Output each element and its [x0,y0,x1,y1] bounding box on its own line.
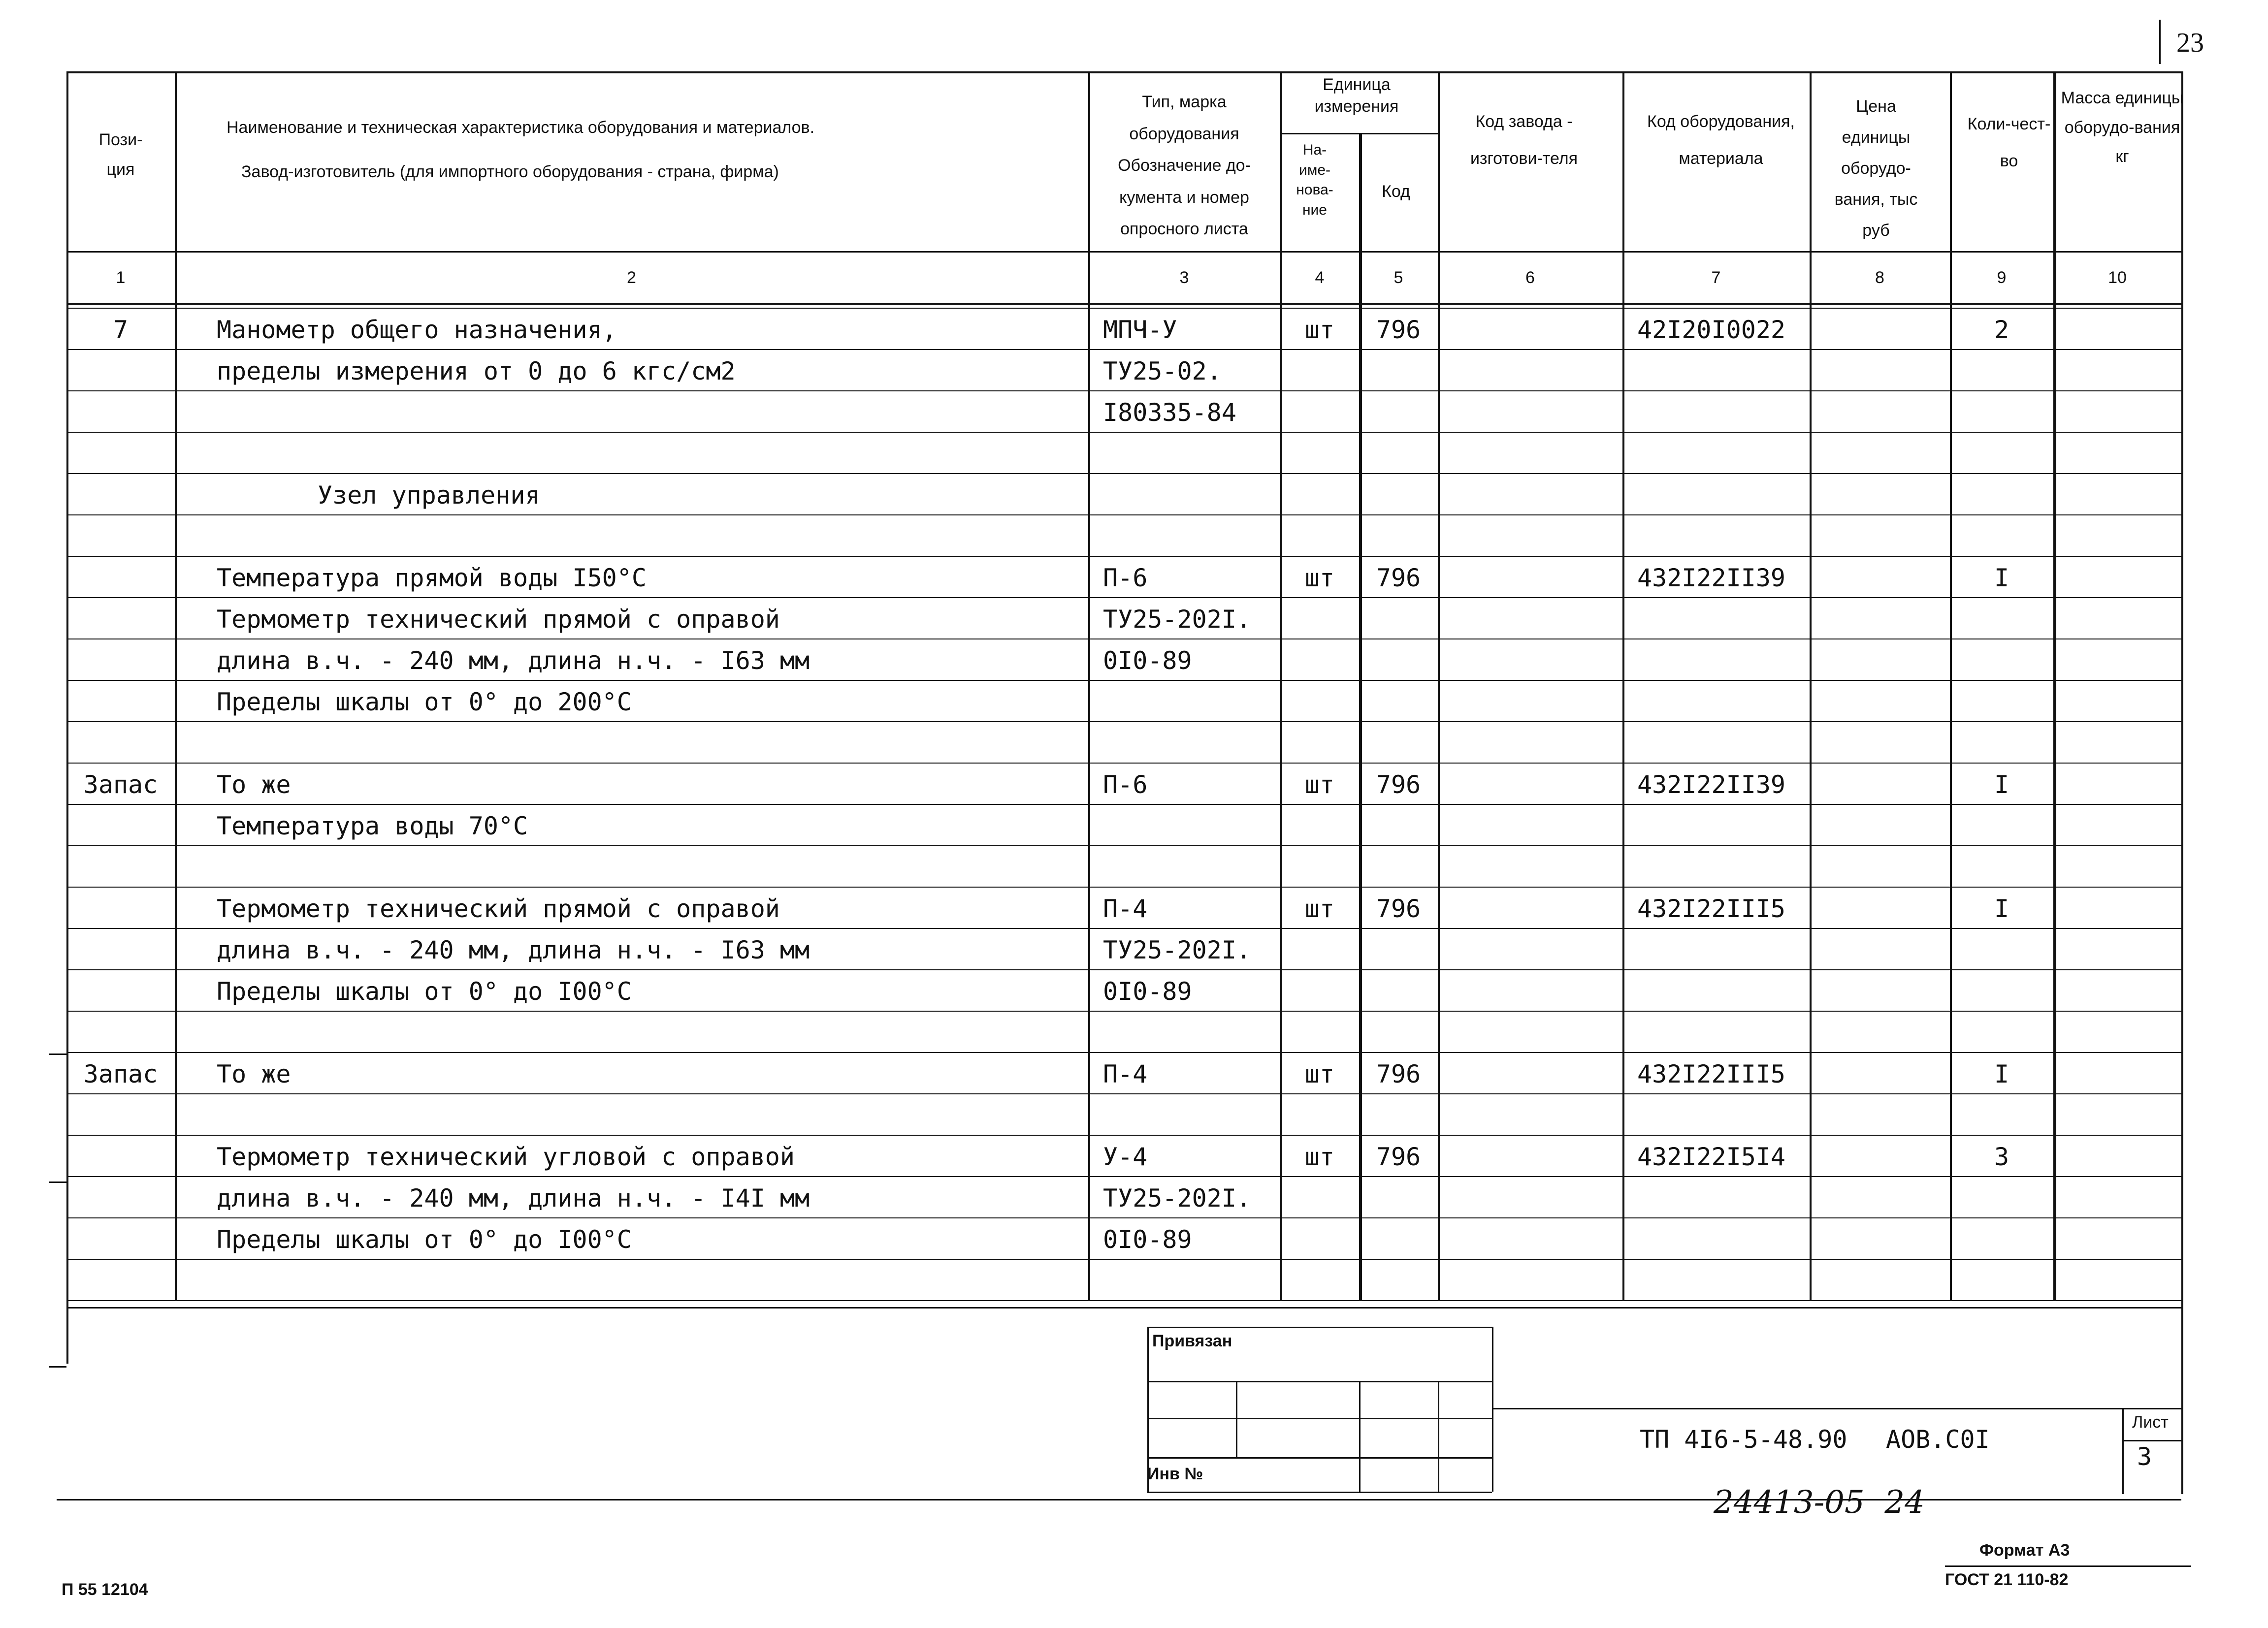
header-quantity: Коли-чест-во [1967,115,2051,170]
row-unit-code: 796 [1376,770,1421,799]
row-type: ТУ25-202I. [1103,936,1252,964]
header-unit-code: Код [1382,182,1410,201]
row-unit-code: 796 [1376,894,1421,923]
row-name: Пределы шкалы от 0° до 200°С [217,688,632,716]
row-name: Манометр общего назначения, [217,316,617,344]
format-rule [1945,1565,2191,1567]
row-name: длина в.ч. - 240 мм, длина н.ч. - I63 мм [217,936,810,964]
stamp-col [1359,1381,1361,1492]
row-divider [66,804,2181,805]
row-position: Запас [83,770,158,799]
row-name: Термометр технический прямой с оправой [217,894,780,923]
row-name: То же [217,1060,291,1088]
row-name: Термометр технический угловой с оправой [217,1143,795,1171]
column-number: 4 [1315,268,1325,287]
row-divider [66,556,2181,557]
column-number: 8 [1875,268,1884,287]
row-material-code: 432I22I5I4 [1637,1143,1786,1171]
row-divider [66,1093,2181,1094]
row-type: У-4 [1103,1143,1148,1171]
row-material-code: 432I22III5 [1637,894,1786,923]
sheet-label: Лист [2132,1413,2169,1432]
row-divider [66,1217,2181,1218]
row-unit-code: 796 [1376,564,1421,592]
row-name: Пределы шкалы от 0° до I00°С [217,977,632,1006]
row-quantity: I [1994,1060,2009,1088]
row-divider [66,928,2181,929]
row-divider [66,308,2181,309]
header-plant-code: Код завода - изготови-теля [1470,112,1578,168]
column-number: 3 [1179,268,1189,287]
row-quantity: 2 [1994,316,2009,344]
row-name: То же [217,770,291,799]
row-type: 0I0-89 [1103,977,1192,1006]
row-name: длина в.ч. - 240 мм, длина н.ч. - I4I мм [217,1184,810,1213]
row-divider [66,969,2181,970]
row-material-code: 432I22II39 [1637,770,1786,799]
row-name: Температура воды 70°С [217,812,528,840]
header-price: Цена единицы оборудо-вания, тыс руб [1834,97,1918,240]
column-number: 6 [1525,268,1535,287]
row-name: длина в.ч. - 240 мм, длина н.ч. - I63 мм [217,646,810,675]
column-divider [2053,71,2056,1300]
header-unit-group: Единица измерения [1314,75,1399,116]
column-number: 2 [627,268,636,287]
row-name: Узел управления [318,481,540,510]
row-divider [66,638,2181,639]
row-divider [66,473,2181,474]
header-position: Пози- ция [98,130,143,179]
row-divider [66,1300,2181,1301]
format-label: Формат А3 [1979,1541,2070,1560]
column-number: 7 [1711,268,1721,287]
row-divider [66,1135,2181,1136]
row-divider [66,1259,2181,1260]
header-unit-name: На-име-нова-ние [1296,142,1333,218]
row-position: 7 [113,316,129,344]
row-quantity: I [1994,770,2009,799]
row-divider [66,887,2181,888]
header-name-line2: Завод-изготовитель (для импортного оборудования - страна, фирма) [241,162,779,181]
column-divider [1810,71,1812,1300]
row-divider [66,845,2181,846]
row-divider [66,390,2181,391]
row-name: Температура прямой воды I50°С [217,564,647,592]
stamp-inv: Инв № [1147,1465,1203,1483]
row-name: пределы измерения от 0 до 6 кгс/см2 [217,357,736,385]
stamp-top [1147,1327,1492,1328]
body-bottom-border [66,1307,2181,1309]
row-divider [66,1052,2181,1053]
row-type: П-4 [1103,894,1148,923]
column-number: 9 [1997,268,2007,287]
row-name: Пределы шкалы от 0° до I00°С [217,1225,632,1254]
header-mass: Масса единицы оборудо-вания кг [2061,89,2184,166]
gost-label: ГОСТ 21 110-82 [1945,1570,2069,1589]
row-material-code: 42I20I0022 [1637,316,1786,344]
margin-tick [49,1366,66,1368]
row-divider [66,680,2181,681]
row-unit: шт [1304,1143,1335,1171]
row-type: П-6 [1103,770,1148,799]
row-type: П-6 [1103,564,1148,592]
row-unit-code: 796 [1376,1060,1421,1088]
stamp-bottom [1147,1492,1492,1493]
row-unit: шт [1304,894,1335,923]
row-name: Термометр технический прямой с оправой [217,605,780,634]
column-divider [1088,71,1090,1300]
numbers-bottom-border [66,303,2181,305]
header-material-code: Код оборудования, материала [1647,112,1795,168]
row-type: П-4 [1103,1060,1148,1088]
row-divider [66,1176,2181,1177]
right-border [2181,71,2183,1494]
row-unit: шт [1304,1060,1335,1088]
column-divider [1280,71,1282,1300]
row-divider [66,597,2181,598]
top-right-rule [2159,20,2161,64]
doc-code: ТП 4I6-5-48.90 [1640,1425,1847,1454]
header-type: Тип, марка оборудования Обозначение до-кумента и номер опросного листа [1118,93,1251,239]
row-unit: шт [1304,564,1335,592]
sheet-number: 3 [2137,1442,2152,1471]
stamp-privyazan: Привязан [1152,1332,1232,1350]
header-name-line1: Наименование и техническая характеристика оборудования и материалов. [227,118,815,137]
stamp-line [1147,1457,1492,1459]
handwritten-number: 24413-05 24 [1714,1484,1925,1521]
margin-tick [49,1053,66,1055]
row-position: Запас [83,1060,158,1088]
stamp-line [1147,1418,1492,1419]
row-unit: шт [1304,316,1335,344]
column-divider [1950,71,1952,1300]
row-unit-code: 796 [1376,1143,1421,1171]
row-type: ТУ25-02. [1103,357,1222,385]
row-divider [66,1011,2181,1012]
row-quantity: I [1994,894,2009,923]
column-divider [1438,71,1440,1300]
row-type: ТУ25-202I. [1103,605,1252,634]
table-top-border [66,71,2181,73]
row-type: 0I0-89 [1103,1225,1192,1254]
column-divider [175,71,177,1300]
stamp-line [1147,1381,1492,1382]
row-material-code: 432I22II39 [1637,564,1786,592]
header-bottom-border [66,251,2181,253]
row-type: 0I0-89 [1103,646,1192,675]
row-divider [66,721,2181,722]
row-divider [66,432,2181,433]
sheet-box-divider [2122,1440,2181,1441]
row-divider [66,763,2181,764]
row-quantity: I [1994,564,2009,592]
title-block-top [1492,1408,2181,1409]
row-type: I80335-84 [1103,398,1236,427]
page-number: 23 [2176,28,2204,58]
column-number: 1 [116,268,126,287]
sheet-box-left [2122,1408,2124,1494]
row-type: МПЧ-У [1103,316,1177,344]
column-divider [1622,71,1624,1300]
doc-suffix: АОВ.С0I [1886,1425,1990,1454]
row-type: ТУ25-202I. [1103,1184,1252,1213]
stamp-right [1492,1327,1493,1492]
row-divider [66,514,2181,515]
stamp-col [1236,1381,1237,1457]
column-number: 10 [2108,268,2127,287]
row-material-code: 432I22III5 [1637,1060,1786,1088]
bottom-left-code: П 55 12104 [62,1580,148,1599]
stamp-col [1438,1381,1439,1492]
row-quantity: 3 [1994,1143,2009,1171]
row-unit: шт [1304,770,1335,799]
row-unit-code: 796 [1376,316,1421,344]
row-divider [66,349,2181,350]
margin-tick [49,1181,66,1183]
column-number: 5 [1393,268,1403,287]
